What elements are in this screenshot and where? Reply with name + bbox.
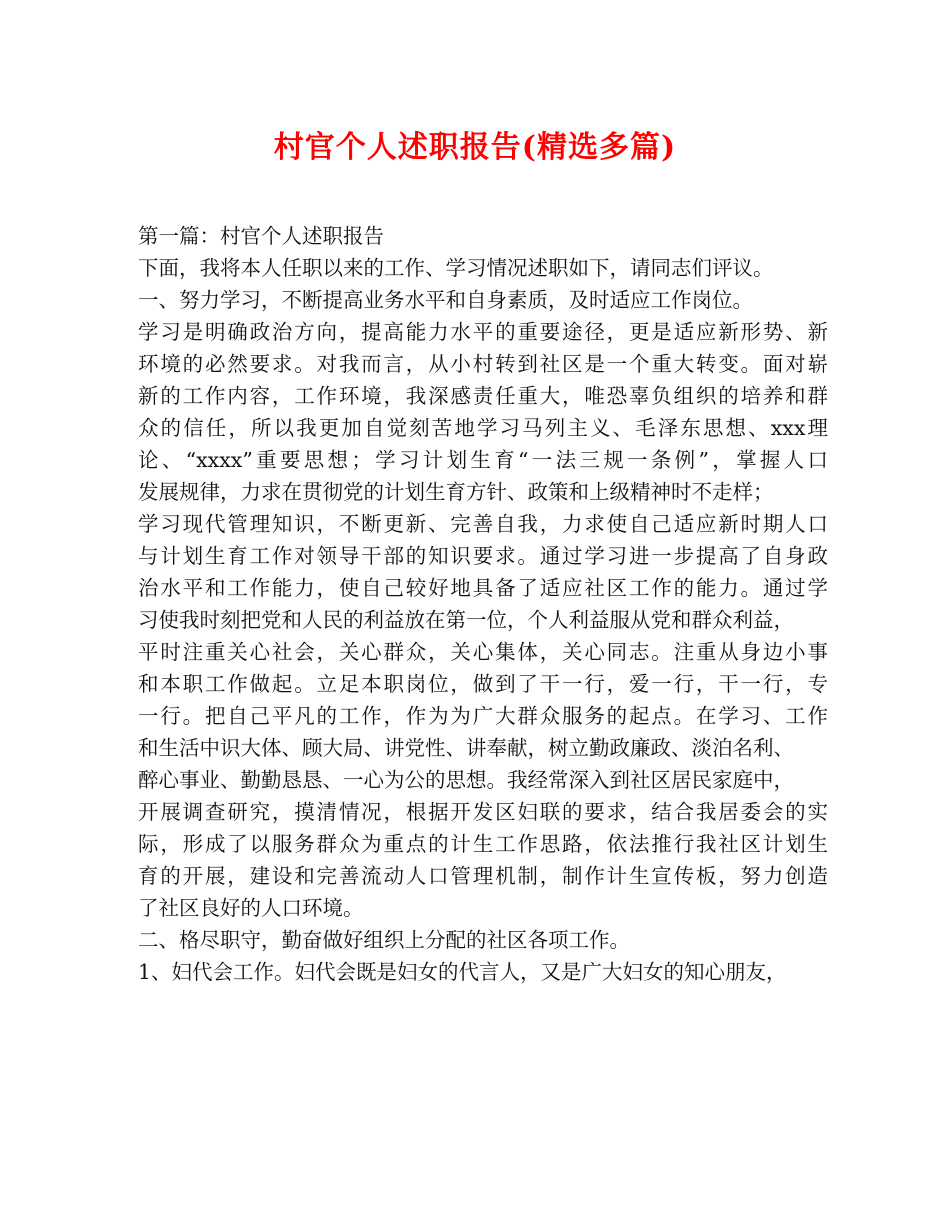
paragraph-line: 一、努力学习，不断提高业务水平和自身素质，及时适应工作岗位。 <box>138 288 753 312</box>
section-heading: 第一篇：村官个人述职报告 <box>138 224 384 248</box>
paragraph-line: 学习是明确政治方向，提高能力水平的重要途径，更是适应新形势、新 <box>138 320 828 344</box>
paragraph-line: 和生活中识大体、顾大局、讲党性、讲奉献，树立勤政廉政、淡泊名利、 <box>138 736 794 760</box>
document-body <box>138 220 828 988</box>
paragraph-line: 平时注重关心社会，关心群众，关心集体，关心同志。注重从身边小事 <box>138 640 828 664</box>
paragraph-line: 治水平和工作能力，使自己较好地具备了适应社区工作的能力。通过学 <box>138 576 828 600</box>
section-heading: 二、格尽职守，勤奋做好组织上分配的社区各项工作。 <box>138 928 630 952</box>
paragraph-line: 下面，我将本人任职以来的工作、学习情况述职如下，请同志们评议。 <box>138 256 774 280</box>
document-title: 村官个人述职报告(精选多篇) <box>273 130 677 165</box>
paragraph-line: 众的信任，所以我更加自觉刻苦地学习马列主义、毛泽东思想、xxx理 <box>138 416 828 440</box>
paragraph-line: 醉心事业、勤勤恳恳、一心为公的思想。我经常深入到社区居民家庭中， <box>138 768 794 792</box>
paragraph-line: 育的开展，建设和完善流动人口管理机制，制作计生宣传板，努力创造 <box>138 864 828 888</box>
paragraph-line: 了社区良好的人口环境。 <box>138 896 364 920</box>
paragraph-line: 开展调查研究，摸清情况，根据开发区妇联的要求，结合我居委会的实 <box>138 800 828 824</box>
paragraph-line: 1、妇代会工作。妇代会既是妇女的代言人，又是广大妇女的知心朋友， <box>138 960 787 984</box>
paragraph-line: 论、“xxxx”重要思想；学习计划生育“一法三规一条例”，掌握人口 <box>138 448 828 472</box>
paragraph-line: 际，形成了以服务群众为重点的计生工作思路，依法推行我社区计划生 <box>138 832 828 856</box>
paragraph-line: 环境的必然要求。对我而言，从小村转到社区是一个重大转变。面对崭 <box>138 352 828 376</box>
paragraph-line: 习使我时刻把党和人民的利益放在第一位，个人利益服从党和群众利益， <box>138 608 794 632</box>
paragraph-line: 发展规律，力求在贯彻党的计划生育方针、政策和上级精神时不走样； <box>138 480 774 504</box>
paragraph-line: 一行。把自己平凡的工作，作为为广大群众服务的起点。在学习、工作 <box>138 704 828 728</box>
paragraph-line: 和本职工作做起。立足本职岗位，做到了干一行，爱一行，干一行，专 <box>138 672 828 696</box>
paragraph-line: 学习现代管理知识，不断更新、完善自我，力求使自己适应新时期人口 <box>138 512 828 536</box>
paragraph-line: 新的工作内容，工作环境，我深感责任重大，唯恐辜负组织的培养和群 <box>138 384 828 408</box>
paragraph-line: 与计划生育工作对领导干部的知识要求。通过学习进一步提高了自身政 <box>138 544 828 568</box>
